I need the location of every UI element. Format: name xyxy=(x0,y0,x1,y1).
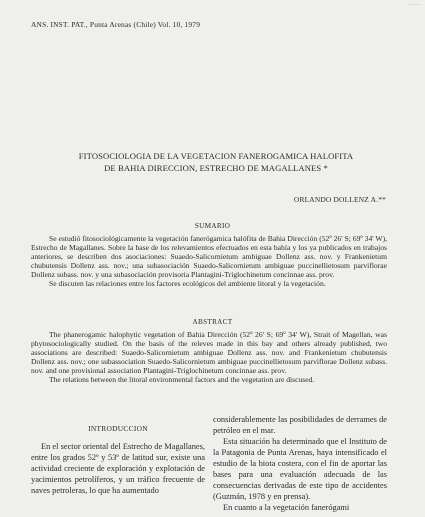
sumario-text xyxy=(31,235,387,288)
sumario-paragraph-1: Se estudió fitosociológicamente la vegetación fanerógamica halófita de Bahia Dirección (52º 26' S; 69º 34' W), Estrecho de Magallanes. Sobre la base de los relevamientos efectuados en esta bahía y los ya publicados en trabajos anteriores, se describen dos asociaciones: Suaedo-Salicornietum ambiguae Dollenz ass. nov. y Frankenietum chubutensis Dollenz ass. nov.; una subasociación Suaedo-Salicornietum ambiguae puccinellietosum parviflorae Dollenz subass. nov. y una subasociación provisoria Plantagini-Triglochinetum concinnae ass. prov. xyxy=(31,234,387,279)
intro-left-paragraph: En el sector oriental del Estrecho de Magallanes, entre los grados 52º y 53º de latitud sur, existe una actividad creciente de exploración y explotación de yacimientos petrolíferos, y un tráfico frecuente de naves petroleras, lo que ha aumentado xyxy=(31,442,205,495)
intro-right-paragraph-3: En cuanto a la vegetación fanerógami xyxy=(223,503,350,512)
intro-right-paragraph-1: considerablemente las posibilidades de derrames de petróleo en el mar. xyxy=(213,415,387,435)
abstract-heading: ABSTRACT xyxy=(192,318,233,326)
sumario-heading: SUMARIO xyxy=(194,222,231,230)
corner-mark: —— xyxy=(409,2,421,8)
abstract-paragraph-1: The phanerogamic halophytic vegetation of Bahia Dirección (52º 26' S; 69º 34' W), Strait of Magellan, was phytosociologically studied. On the basis of the releves made in this bay and others already published, two associations are described: Suaedo-Salicornietum ambiguae Dollenz ass. nov. and Frankenietum chubutensis Dollenz ass. nov.; one subassociation Suaedo-Salicornietum ambiguae puccinellietosum parviflorae Dollenz subass. nov. and one provisional association Plantagini-Triglochinetum concinnae ass. prov. xyxy=(31,330,387,375)
abstract-paragraph-2: The relations between the litoral environmental factors and the vegetation are discused. xyxy=(49,374,315,384)
intro-right-paragraph-2: Esta situación ha determinado que el Instituto de la Patagonia de Punta Arenas, haya intensificado el estudio de la biota costera, con el fin de aportar las bases para una evaluación adecuada de las consecuencias derivadas de este tipo de accidentes (Guzmán, 1978 y en prensa). xyxy=(213,437,387,501)
abstract-text xyxy=(31,331,387,384)
intro-left-column xyxy=(31,441,205,496)
running-head: ANS. INST. PAT., Punta Arenas (Chile) Vol. 10, 1979 xyxy=(31,20,201,29)
sumario-paragraph-2: Se discuten las relaciones entre los factores ecológicos del ambiente litoral y la vegetación. xyxy=(49,278,326,288)
title-line-2: DE BAHIA DIRECCION, ESTRECHO DE MAGALLANES * xyxy=(104,163,328,173)
intro-right-column xyxy=(213,414,387,513)
paper-title xyxy=(40,150,392,174)
author-name: ORLANDO DOLLENZ A.** xyxy=(293,195,386,204)
introduccion-heading: INTRODUCCION xyxy=(88,424,148,433)
title-line-1: FITOSOCIOLOGIA DE LA VEGETACION FANEROGAMICA HALOFITA xyxy=(78,151,354,161)
